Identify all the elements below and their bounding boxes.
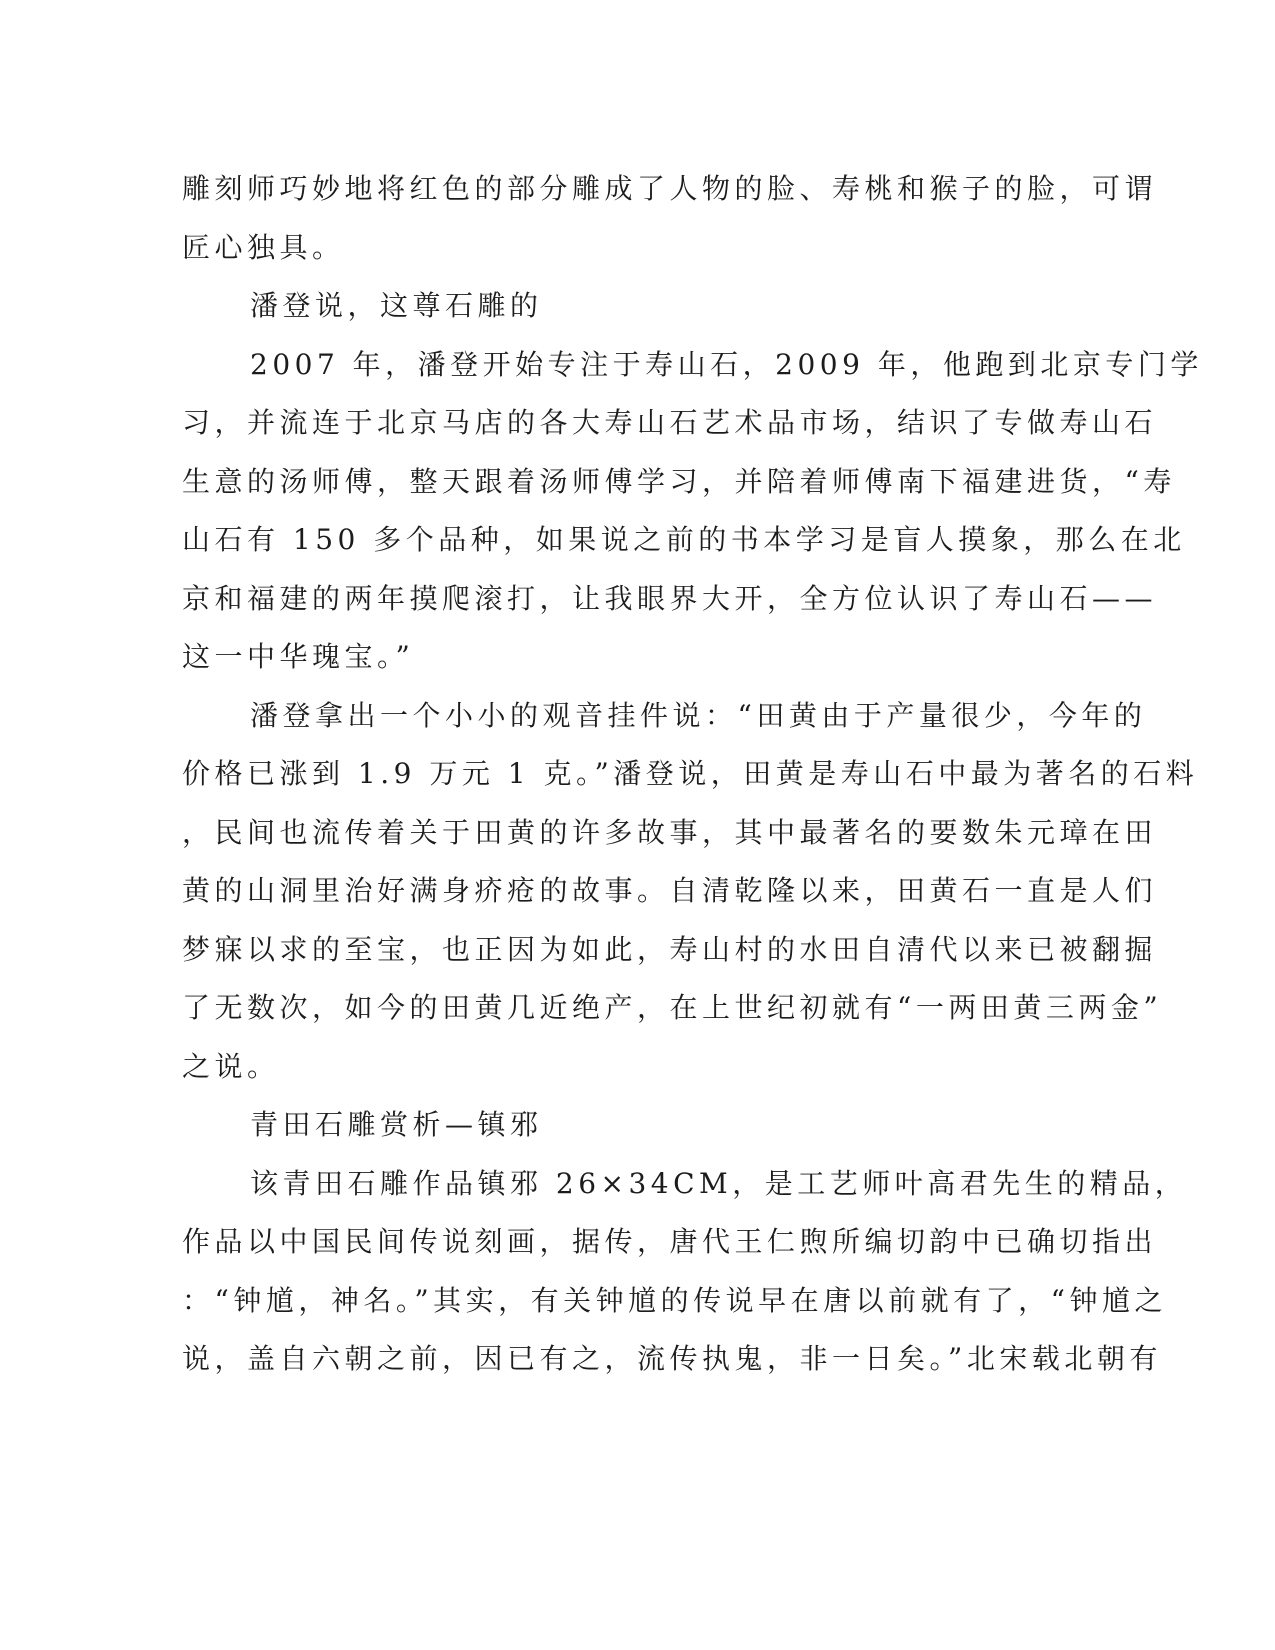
text-line: 这一中华瑰宝。” bbox=[182, 640, 415, 673]
text-line: 黄的山洞里治好满身疥疮的故事。自清乾隆以来，田黄石一直是人们 bbox=[182, 874, 1158, 907]
text-line: 山石有 150 多个品种，如果说之前的书本学习是盲人摸象，那么在北 bbox=[182, 523, 1186, 556]
text-line: ：“钟馗，神名。”其实，有关钟馗的传说早在唐以前就有了，“钟馗之 bbox=[182, 1283, 1167, 1317]
text-line: 梦寐以求的至宝，也正因为如此，寿山村的水田自清代以来已被翻掘 bbox=[182, 932, 1158, 966]
text-line: 雕刻师巧妙地将红色的部分雕成了人物的脸、寿桃和猴子的脸，可谓 bbox=[182, 172, 1158, 205]
text-line: 说，盖自六朝之前，因已有之，流传执鬼，非一日矣。”北宋载北朝有 bbox=[182, 1342, 1162, 1375]
text-line: 了无数次，如今的田黄几近绝产，在上世纪初就有“一两田黄三两金” bbox=[182, 991, 1163, 1024]
text-line: 潘登拿出一个小小的观音挂件说：“田黄由于产量很少，今年的 bbox=[250, 698, 1147, 732]
text-line: 生意的汤师傅，整天跟着汤师傅学习，并陪着师傅南下福建进货，“寿 bbox=[182, 464, 1176, 498]
text-line: 该青田石雕作品镇邪 26×34CM，是工艺师叶高君先生的精品， bbox=[250, 1166, 1188, 1200]
text-line: 匠心独具。 bbox=[182, 230, 345, 264]
text-line: 作品以中国民间传说刻画，据传，唐代王仁煦所编切韵中已确切指出 bbox=[182, 1225, 1158, 1258]
text-line: ，民间也流传着关于田黄的许多故事，其中最著名的要数朱元璋在田 bbox=[182, 815, 1158, 849]
text-line: 习，并流连于北京马店的各大寿山石艺术品市场，结识了专做寿山石 bbox=[182, 406, 1158, 439]
text-line: 京和福建的两年摸爬滚打，让我眼界大开，全方位认识了寿山石—— bbox=[182, 581, 1158, 615]
text-line: 2007 年，潘登开始专注于寿山石，2009 年，他跑到北京专门学 bbox=[250, 347, 1203, 381]
text-line: 价格已涨到 1.9 万元 1 克。”潘登说，田黄是寿山石中最为著名的石料 bbox=[182, 757, 1199, 790]
text-line: 之说。 bbox=[182, 1049, 280, 1083]
body-text bbox=[182, 160, 1203, 1389]
paragraph-heading: 潘登说，这尊石雕的 bbox=[250, 289, 543, 322]
section-heading: 青田石雕赏析—镇邪 bbox=[250, 1108, 543, 1141]
